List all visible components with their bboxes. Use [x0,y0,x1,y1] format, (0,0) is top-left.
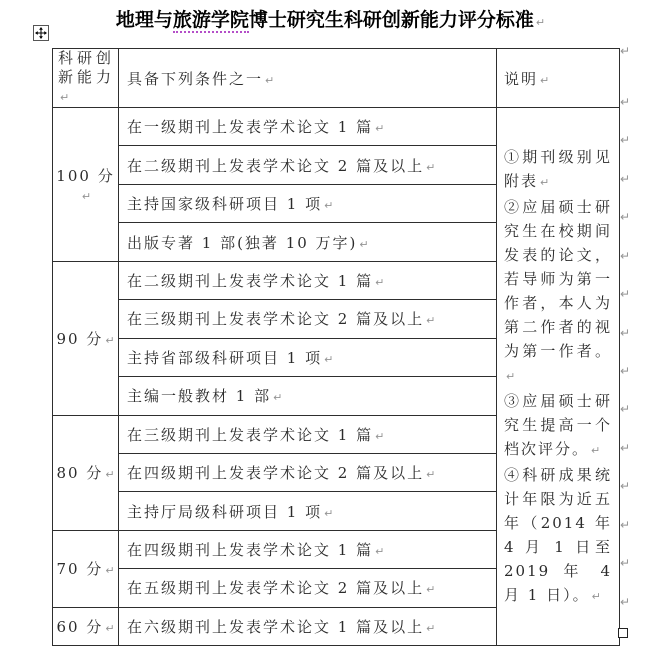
paragraph-mark: ↵ [535,16,546,29]
row-end-mark: ↵ [620,479,631,493]
condition-cell: 主持国家级科研项目 1 项 ↵ [119,184,497,222]
score-cell-60: 60 分 ↵ [53,607,119,645]
cell-end-mark: ↵ [60,91,70,104]
cell-end-mark: ↵ [375,429,385,443]
row-end-mark: ↵ [620,210,631,224]
cell-end-mark: ↵ [426,583,436,597]
header-cell-ability: 科研创新能力↵ [53,49,119,108]
cell-end-mark: ↵ [105,621,115,635]
score-cell-100: 100 分↵ [53,108,119,262]
condition-cell: 在六级期刊上发表学术论文 1 篇及以上 ↵ [119,607,497,645]
condition-cell: 主持厅局级科研项目 1 项 ↵ [119,492,497,530]
row-end-mark: ↵ [620,133,631,147]
condition-cell: 主编一般教材 1 部 ↵ [119,377,497,415]
condition-cell: 出版专著 1 部(独著 10 万字) ↵ [119,223,497,261]
row-end-mark: ↵ [620,95,631,109]
condition-cell: 在三级期刊上发表学术论文 2 篇及以上 ↵ [119,300,497,338]
cell-end-mark: ↵ [426,621,436,635]
row-end-mark: ↵ [620,326,631,340]
condition-cell: 在三级期刊上发表学术论文 1 篇 ↵ [119,415,497,453]
title-grammar-underline: 旅游学院 [172,9,249,31]
cell-end-mark: ↵ [324,352,334,366]
table-move-handle[interactable] [33,25,49,41]
cell-end-mark: ↵ [105,564,115,578]
cell-end-mark: ↵ [591,589,601,603]
cell-end-mark: ↵ [426,468,436,482]
cell-end-mark: ↵ [375,275,385,289]
cell-end-mark: ↵ [540,175,550,189]
title-prefix: 地理与 [115,9,173,31]
table-resize-handle[interactable] [618,628,628,638]
note-item: ④科研成果统计年限为近五年（2014 年 4 月 1 日至 2019 年 4 月 1 日）。 ↵ [504,465,612,604]
cell-end-mark: ↵ [324,199,334,213]
cell-end-mark: ↵ [105,468,115,482]
cell-end-mark: ↵ [540,73,550,87]
row-end-mark: ↵ [620,518,631,532]
cell-end-mark: ↵ [591,443,601,457]
cell-end-mark: ↵ [426,160,436,174]
score-cell-70: 70 分 ↵ [53,530,119,607]
cell-end-mark: ↵ [324,506,334,520]
table-row [53,108,620,146]
cell-end-mark: ↵ [375,545,385,559]
score-cell-90: 90 分 ↵ [53,261,119,415]
row-end-mark: ↵ [620,595,631,609]
score-cell-80: 80 分 ↵ [53,415,119,530]
condition-cell: 主持省部级科研项目 1 项 ↵ [119,338,497,376]
page-title [0,7,661,36]
condition-cell: 在五级期刊上发表学术论文 2 篇及以上 ↵ [119,569,497,607]
cell-end-mark: ↵ [359,237,369,251]
notes-cell [497,108,620,646]
note-item: ①期刊级别见附表 ↵ [504,147,612,190]
condition-cell: 在一级期刊上发表学术论文 1 篇 ↵ [119,108,497,146]
header-cell-notes: 说明 ↵ [497,49,620,108]
header-cell-conditions: 具备下列条件之一 ↵ [119,49,497,108]
row-end-mark: ↵ [620,249,631,263]
condition-cell: 在二级期刊上发表学术论文 2 篇及以上 ↵ [119,146,497,184]
condition-cell: 在四级期刊上发表学术论文 2 篇及以上 ↵ [119,453,497,491]
row-end-mark: ↵ [620,556,631,570]
cell-end-mark: ↵ [265,73,275,87]
row-end-mark: ↵ [620,441,631,455]
cell-end-mark: ↵ [273,391,283,405]
cell-end-mark: ↵ [105,333,115,347]
note-item: ②应届硕士研究生在校期间发表的论文，若导师为第一作者，本人为第二作者的视为第一作者。↵ [504,197,612,383]
row-end-mark: ↵ [620,172,631,186]
row-end-mark: ↵ [620,364,631,378]
cell-end-mark: ↵ [426,314,436,328]
note-item: ③应届硕士研究生提高一个档次评分。 ↵ [504,391,612,458]
condition-cell: 在二级期刊上发表学术论文 1 篇 ↵ [119,261,497,299]
row-end-mark: ↵ [620,402,631,416]
cell-end-mark: ↵ [81,189,92,203]
scoring-table [52,48,620,646]
table-header-row [53,49,620,108]
move-arrows-icon [35,27,47,39]
row-end-mark: ↵ [620,44,631,58]
title-suffix: 博士研究生科研创新能力评分标准 [248,9,534,31]
row-end-mark: ↵ [620,287,631,301]
condition-cell: 在四级期刊上发表学术论文 1 篇 ↵ [119,530,497,568]
cell-end-mark: ↵ [375,122,385,136]
cell-end-mark: ↵ [506,369,516,383]
